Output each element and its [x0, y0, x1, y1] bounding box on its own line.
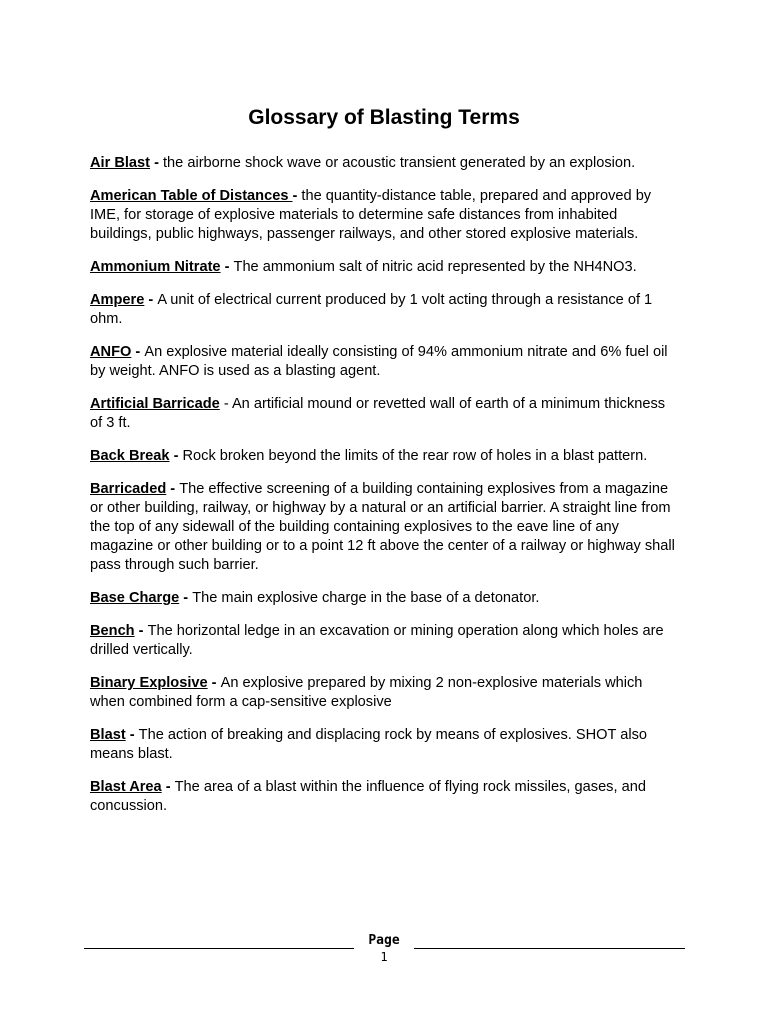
- glossary-definition: The main explosive charge in the base of a detonator.: [192, 590, 540, 606]
- glossary-definition: An artificial mound or revetted wall of earth of a minimum thickness of 3 ft.: [90, 396, 666, 431]
- page-label: Page: [368, 933, 400, 948]
- glossary-term: Ampere: [90, 292, 145, 308]
- term-separator: -: [169, 448, 183, 464]
- term-separator: -: [144, 292, 158, 308]
- term-separator: -: [131, 344, 145, 360]
- term-separator: -: [292, 188, 302, 204]
- glossary-definition: An explosive material ideally consisting of 94% ammonium nitrate and 6% fuel oil by weight. ANFO is used as a blasting agent.: [90, 344, 668, 379]
- glossary-entry-bench: [90, 622, 680, 660]
- glossary-term: Air Blast: [90, 155, 151, 171]
- glossary-term: ANFO: [90, 344, 132, 360]
- glossary-definition: The effective screening of a building containing explosives from a magazine or other building, railway, or highway by a natural or an artificial barrier. A straight line from the top of any sidewall of the building containing explosives to the eave line of any magazine or other building or to a point 12 ft above the center of a railway or highway shall pass through such barrier.: [90, 481, 675, 573]
- glossary-definition: The area of a blast within the influence of flying rock missiles, gases, and concussion.: [90, 779, 646, 814]
- glossary-term: Base Charge: [90, 590, 180, 606]
- glossary-entry-american-table-of-distances: [90, 187, 680, 244]
- page-number: 1: [380, 950, 388, 964]
- term-separator: -: [220, 259, 234, 275]
- glossary-term: Barricaded: [90, 481, 167, 497]
- glossary-term: Bench: [90, 623, 135, 639]
- glossary-term: Ammonium Nitrate: [90, 259, 221, 275]
- glossary-entry-air-blast: [90, 154, 680, 173]
- glossary-entry-binary-explosive: [90, 674, 680, 712]
- glossary-entry-ampere: [90, 291, 680, 329]
- term-separator: -: [166, 481, 180, 497]
- glossary-entry-blast: [90, 726, 680, 764]
- glossary-entry-back-break: [90, 447, 680, 466]
- glossary-definition: the quantity-distance table, prepared and approved by IME, for storage of explosive materials to determine safe distances from inhabited buildings, public highways, passenger railways, and other stored explosive materials.: [90, 188, 652, 242]
- glossary-entry-barricaded: [90, 480, 680, 575]
- glossary-entry-blast-area: [90, 778, 680, 816]
- page-title: Glossary of Blasting Terms: [248, 106, 520, 129]
- glossary-definition: Rock broken beyond the limits of the rear row of holes in a blast pattern.: [182, 448, 648, 464]
- glossary-definition: The horizontal ledge in an excavation or mining operation along which holes are drilled vertically.: [90, 623, 664, 658]
- term-separator: -: [207, 675, 221, 691]
- glossary-definition: A unit of electrical current produced by 1 volt acting through a resistance of 1 ohm.: [90, 292, 653, 327]
- term-separator: -: [134, 623, 148, 639]
- glossary-term: Artificial Barricade: [90, 396, 220, 412]
- footer-rule-right: [414, 948, 685, 949]
- glossary-term: American Table of Distances: [90, 188, 293, 204]
- term-separator: -: [179, 590, 193, 606]
- glossary-entry-artificial-barricade: [90, 395, 680, 433]
- glossary-entry-base-charge: [90, 589, 680, 608]
- term-separator: -: [125, 727, 139, 743]
- term-separator: -: [161, 779, 175, 795]
- glossary-definition: The action of breaking and displacing rock by means of explosives. SHOT also means blast.: [90, 727, 648, 762]
- glossary-term: Blast: [90, 727, 126, 743]
- page-footer: [0, 930, 768, 970]
- glossary-entry-anfo: [90, 343, 680, 381]
- glossary-definition: The ammonium salt of nitric acid represented by the NH4NO3.: [233, 259, 637, 275]
- glossary-list: [90, 154, 680, 830]
- term-separator: -: [150, 155, 163, 171]
- glossary-definition: the airborne shock wave or acoustic transient generated by an explosion.: [163, 155, 636, 171]
- glossary-term: Back Break: [90, 448, 170, 464]
- footer-rule-left: [84, 948, 354, 949]
- glossary-definition: An explosive prepared by mixing 2 non-explosive materials which when combined form a cap-sensitive explosive: [90, 675, 643, 710]
- term-separator: -: [219, 396, 232, 412]
- glossary-term: Blast Area: [90, 779, 162, 795]
- glossary-entry-ammonium-nitrate: [90, 258, 680, 277]
- glossary-term: Binary Explosive: [90, 675, 208, 691]
